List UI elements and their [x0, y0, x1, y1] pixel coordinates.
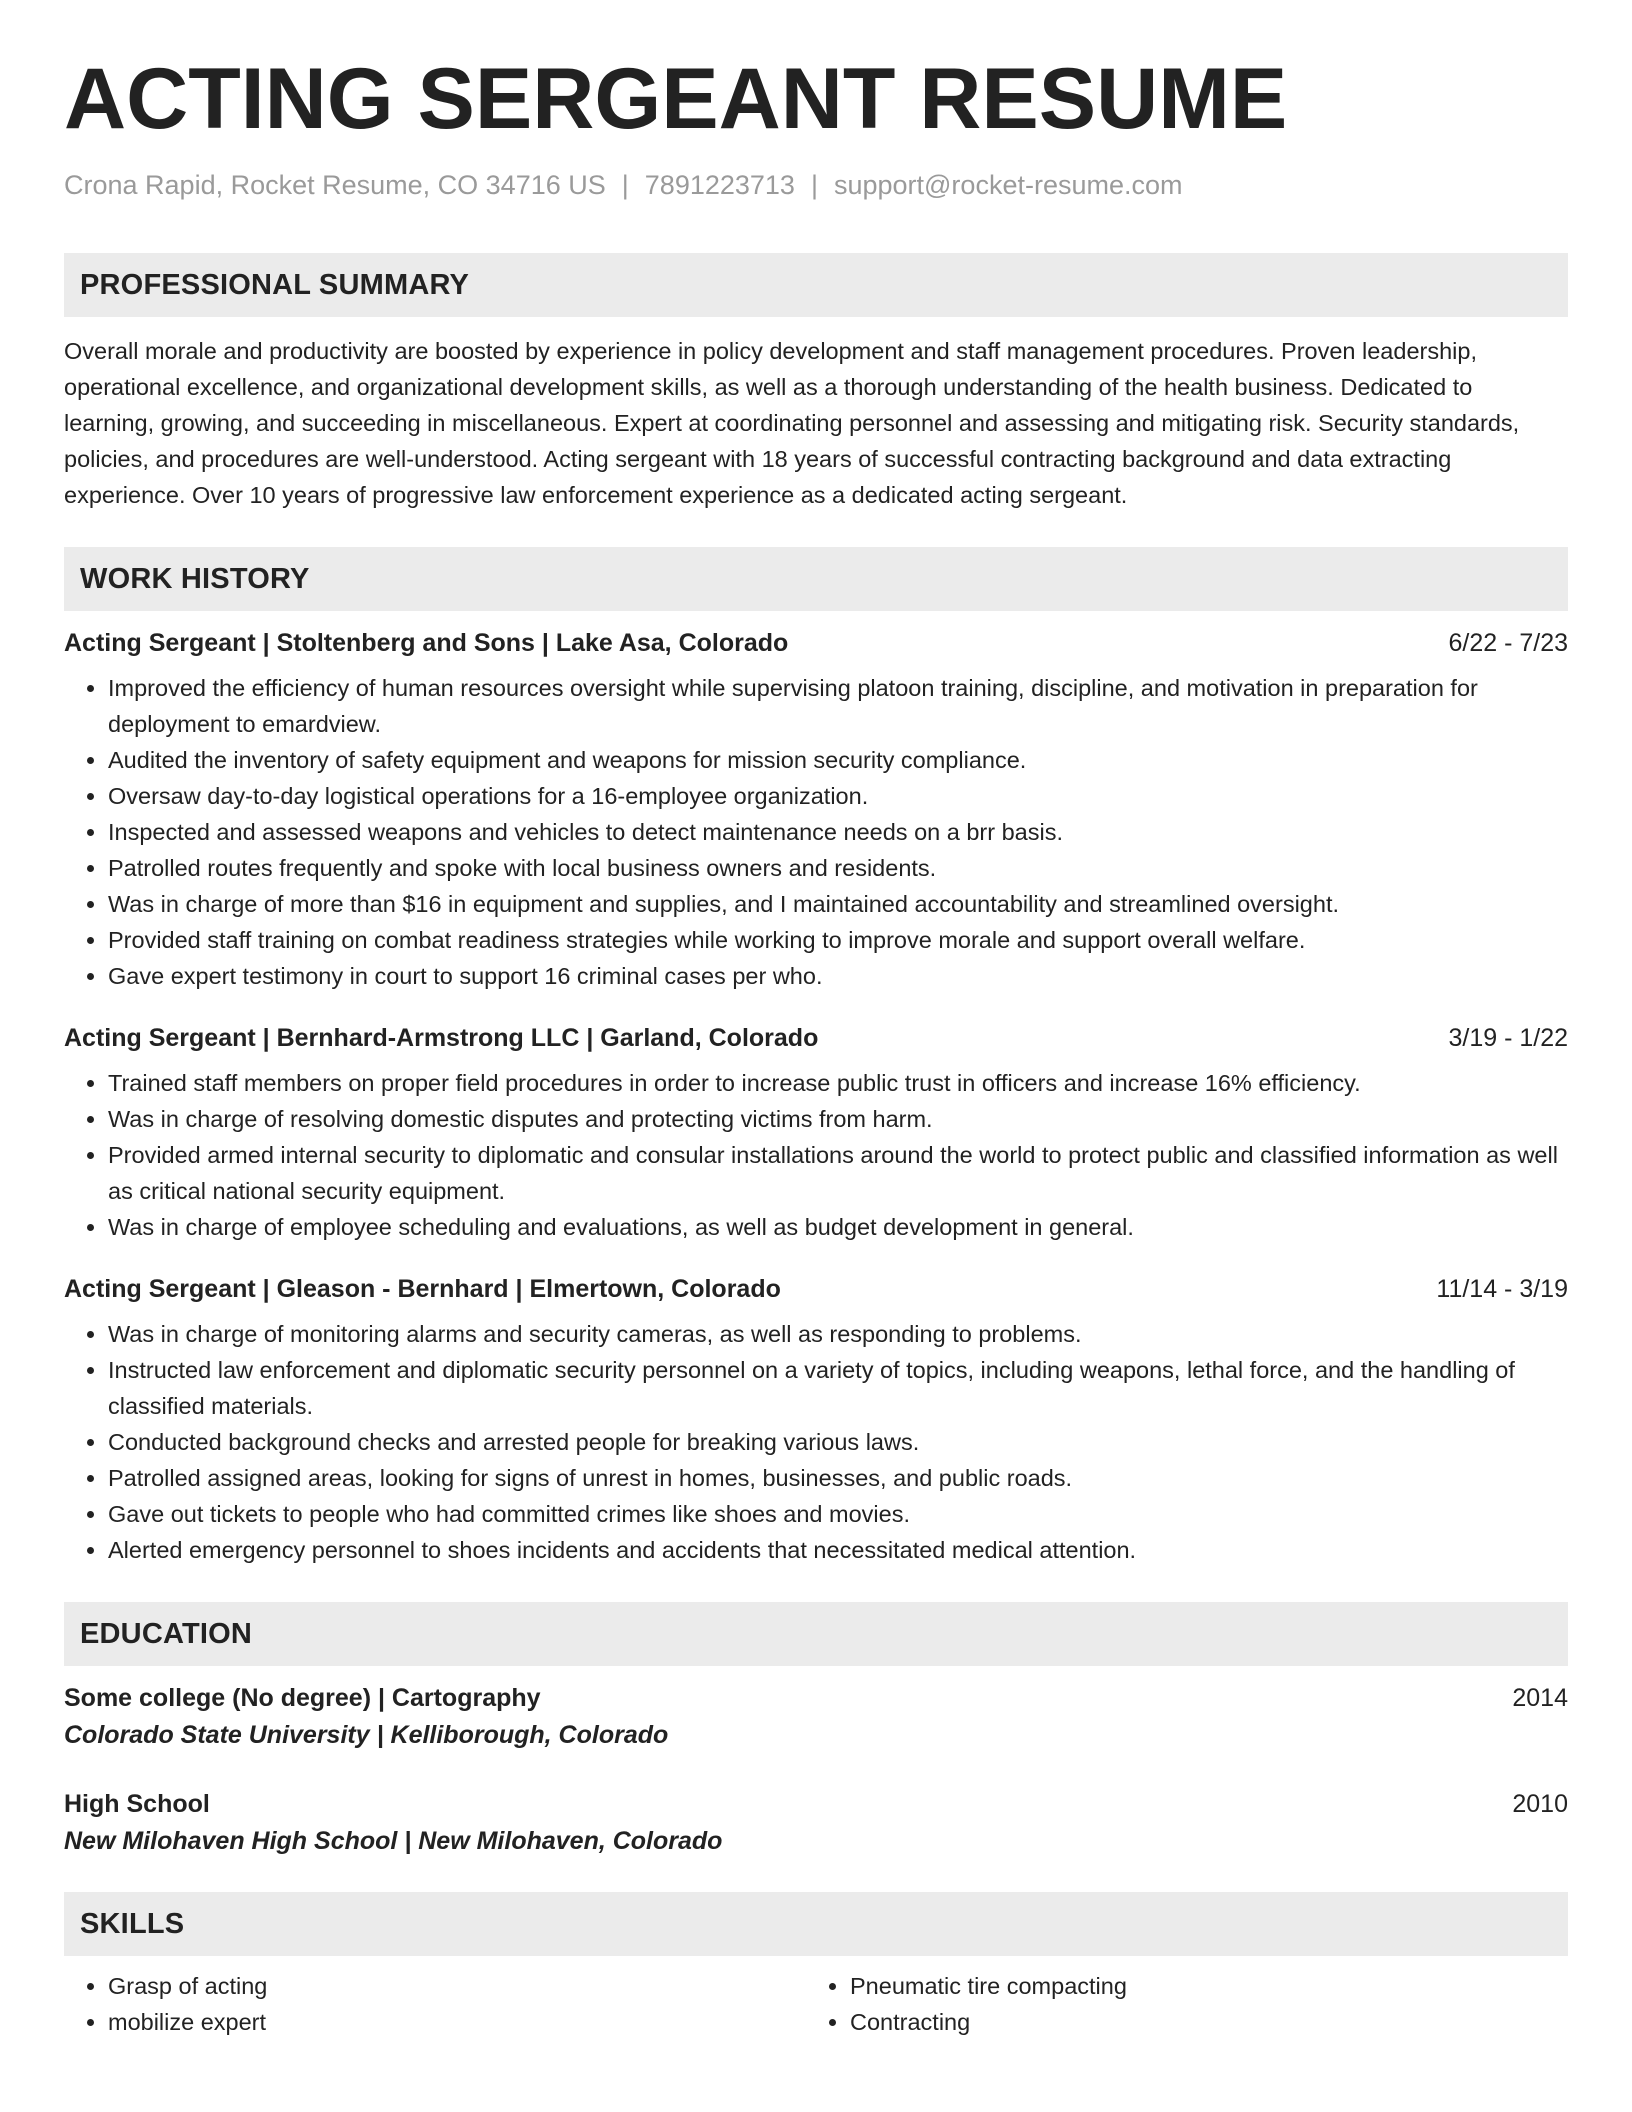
job-bullet: • Was in charge of monitoring alarms and security cameras, as well as responding to problems. [108, 1316, 1568, 1352]
job-bullet: • Gave out tickets to people who had committed crimes like shoes and movies. [108, 1496, 1568, 1532]
job-bullet: • Alerted emergency personnel to shoes incidents and accidents that necessitated medical attention. [108, 1532, 1568, 1568]
summary-text: Overall morale and productivity are boosted by experience in policy development and staff management procedures. Proven leadership, operational excellence, and organizational development skills, as well as a thorough understanding of the health business. Dedicated to learning, growing, and succeeding in miscellaneous. Expert at coordinating personnel and assessing and mitigating risk. Security standards, policies, and procedures are well-understood. Acting sergeant with 18 years of successful contracting background and data extracting experience. Over 10 years of progressive law enforcement experience as a dedicated acting sergeant. [64, 338, 1520, 508]
skill-item: • Contracting [850, 2004, 1548, 2040]
education-school: Colorado State University | Kelliborough, Colorado [64, 1721, 669, 1749]
contact-email: support@rocket-resume.com [833, 170, 1183, 200]
education-heading-row [64, 1790, 1568, 1819]
job-bullet: • Gave expert testimony in court to support 16 criminal cases per who. [108, 958, 1568, 994]
job-bullet: • Provided staff training on combat readiness strategies while working to improve morale and support overall welfare. [108, 922, 1568, 958]
job-bullet: • Inspected and assessed weapons and vehicles to detect maintenance needs on a brr basis. [108, 814, 1568, 850]
skill-item: • mobilize expert [108, 2004, 806, 2040]
job-entry [64, 1275, 1568, 1568]
contact-separator: | [810, 170, 818, 200]
job-bullet: • Audited the inventory of safety equipment and weapons for mission security compliance. [108, 742, 1568, 778]
skills-column-right [806, 1968, 1548, 2040]
section-header-summary: PROFESSIONAL SUMMARY [64, 253, 1568, 317]
education-year: 2014 [1512, 1684, 1568, 1712]
job-heading-row [64, 629, 1568, 658]
education-entry [64, 1790, 1568, 1856]
job-dates: 6/22 - 7/23 [1448, 629, 1568, 657]
job-bullet: • Conducted background checks and arrested people for breaking various laws. [108, 1424, 1568, 1460]
job-bullet: • Was in charge of resolving domestic disputes and protecting victims from harm. [108, 1101, 1568, 1137]
contact-phone: 7891223713 [644, 170, 795, 200]
job-bullet: • Improved the efficiency of human resources oversight while supervising platoon training, discipline, and motivation in preparation for deployment to emardview. [108, 670, 1568, 742]
section-header-work-history: WORK HISTORY [64, 547, 1568, 611]
job-entry [64, 629, 1568, 994]
skills-column-left [64, 1968, 806, 2040]
education-year: 2010 [1512, 1790, 1568, 1818]
job-bullet: • Was in charge of employee scheduling and evaluations, as well as budget development in general. [108, 1209, 1568, 1245]
education-degree: Some college (No degree) | Cartography [64, 1684, 541, 1712]
job-bullet: • Patrolled routes frequently and spoke with local business owners and residents. [108, 850, 1568, 886]
education-heading-row [64, 1684, 1568, 1713]
skill-item: • Grasp of acting [108, 1968, 806, 2004]
job-bullets [64, 1316, 1568, 1568]
job-bullet: • Instructed law enforcement and diplomatic security personnel on a variety of topics, including weapons, lethal force, and the handling of classified materials. [108, 1352, 1568, 1424]
resume-title: ACTING SERGEANT RESUME [64, 51, 1288, 147]
section-header-skills: SKILLS [64, 1892, 1568, 1956]
skill-item: • Pneumatic tire compacting [850, 1968, 1548, 2004]
job-bullet: • Provided armed internal security to diplomatic and consular installations around the world to protect public and classified information as well as critical national security equipment. [108, 1137, 1568, 1209]
job-entry [64, 1024, 1568, 1245]
skills-list [806, 1968, 1548, 2040]
job-dates: 11/14 - 3/19 [1436, 1275, 1568, 1303]
job-bullet: • Was in charge of more than $16 in equipment and supplies, and I maintained accountability and streamlined oversight. [108, 886, 1568, 922]
contact-address: Crona Rapid, Rocket Resume, CO 34716 US [64, 170, 606, 200]
job-heading-row [64, 1275, 1568, 1304]
job-title: Acting Sergeant | Stoltenberg and Sons | Lake Asa, Colorado [64, 629, 789, 657]
skills-list [64, 1968, 806, 2040]
section-header-education: EDUCATION [64, 1602, 1568, 1666]
job-bullet: • Oversaw day-to-day logistical operations for a 16-employee organization. [108, 778, 1568, 814]
education-school: New Milohaven High School | New Milohaven, Colorado [64, 1827, 723, 1855]
education-degree: High School [64, 1790, 210, 1818]
contact-separator: | [621, 170, 629, 200]
job-bullet: • Trained staff members on proper field procedures in order to increase public trust in officers and increase 16% efficiency. [108, 1065, 1568, 1101]
skills-grid [64, 1968, 1568, 2040]
job-title: Acting Sergeant | Gleason - Bernhard | Elmertown, Colorado [64, 1275, 781, 1303]
contact-line [64, 170, 1568, 201]
job-heading-row [64, 1024, 1568, 1053]
job-dates: 3/19 - 1/22 [1448, 1024, 1568, 1052]
job-title: Acting Sergeant | Bernhard-Armstrong LLC | Garland, Colorado [64, 1024, 819, 1052]
resume-page [64, 51, 1568, 2040]
education-entry [64, 1684, 1568, 1750]
job-bullet: • Patrolled assigned areas, looking for signs of unrest in homes, businesses, and public roads. [108, 1460, 1568, 1496]
job-bullets [64, 1065, 1568, 1245]
job-bullets [64, 670, 1568, 994]
